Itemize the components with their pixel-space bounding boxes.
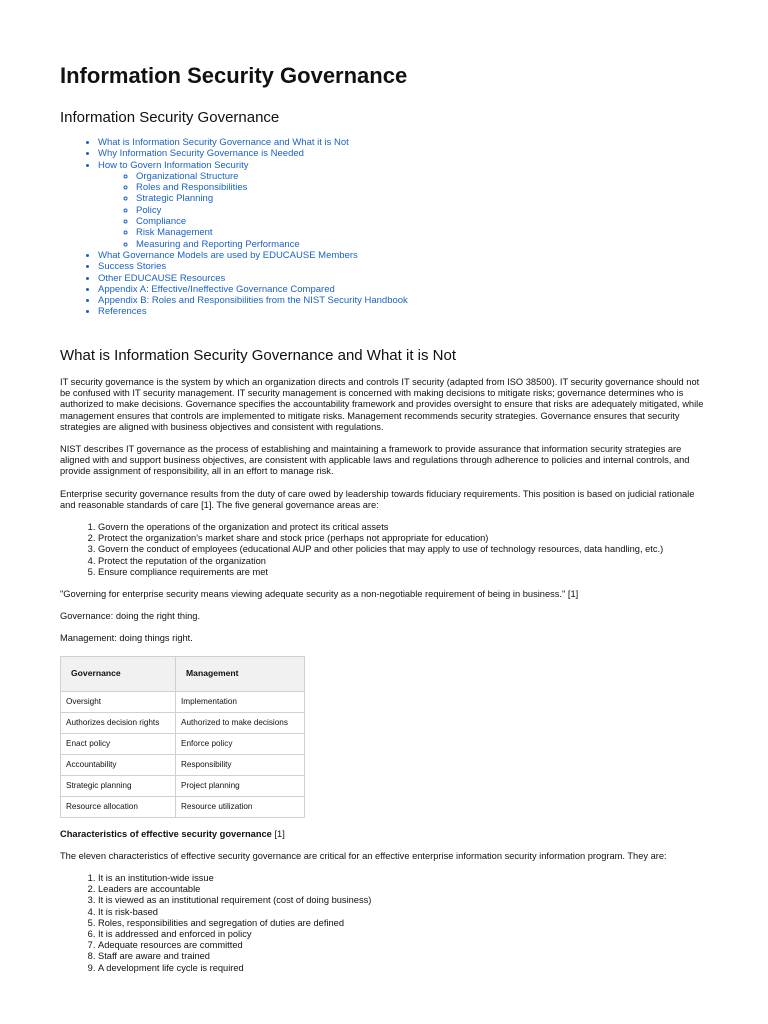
characteristics-ref: [1]	[271, 828, 285, 839]
list-item: 1. It is an institution-wide issue	[98, 873, 710, 884]
paragraph: NIST describes IT governance as the process of establishing and maintaining a framework to provide assurance that information security strategies are aligned with and support business objectives, are consistent with applicable laws and regulations through adherence to policies and internal controls, and provide assignment of responsibility, all in an effort to manage risk.	[60, 444, 690, 477]
table-row	[61, 775, 305, 796]
characteristics-heading	[60, 829, 710, 840]
list-item: 4. It is risk-based	[98, 907, 710, 918]
toc-subitem[interactable]	[136, 193, 408, 204]
toc-item[interactable]	[98, 273, 408, 284]
toc-link[interactable]: References	[98, 306, 147, 318]
toc-link[interactable]: Roles and Responsibilities	[136, 182, 248, 194]
toc-link[interactable]: Compliance	[136, 216, 187, 228]
table-row	[61, 796, 305, 817]
toc-sublist	[98, 171, 408, 250]
toc-item[interactable]	[98, 306, 408, 317]
toc-subitem[interactable]	[136, 239, 408, 250]
toc-link[interactable]: Why Information Security Governance is Needed	[98, 148, 304, 160]
table-cell: Resource utilization	[176, 796, 305, 817]
table-header: Governance	[61, 656, 176, 691]
table-cell: Implementation	[176, 691, 305, 712]
page-subtitle: Information Security Governance	[60, 109, 280, 126]
table-cell: Oversight	[61, 691, 176, 712]
table-of-contents	[84, 137, 408, 318]
toc-subitem[interactable]	[136, 182, 408, 193]
toc-link[interactable]: Appendix B: Roles and Responsibilities from the NIST Security Handbook	[98, 295, 408, 307]
toc-subitem[interactable]	[136, 205, 408, 216]
characteristics-title: Characteristics of effective security governance	[60, 828, 272, 839]
paragraph: Enterprise security governance results from the duty of care owed by leadership towards fiduciary requirements. This position is based on judicial rationale and reasonable standards of care [1]. The five general governance areas are:	[60, 488, 695, 510]
toc-link[interactable]: What Governance Models are used by EDUCAUSE Members	[98, 249, 358, 261]
table-cell: Responsibility	[176, 754, 305, 775]
list-item: 5. Ensure compliance requirements are met	[98, 567, 710, 578]
table-cell: Strategic planning	[61, 775, 176, 796]
list-item: 2. Protect the organization's market share and stock price (perhaps not appropriate for education)	[98, 533, 710, 544]
table-cell: Enact policy	[61, 733, 176, 754]
governance-line: Governance: doing the right thing.	[60, 611, 201, 622]
table-cell: Resource allocation	[61, 796, 176, 817]
toc-item[interactable]	[98, 148, 408, 159]
toc-link[interactable]: What is Information Security Governance and What it is Not	[98, 137, 349, 148]
characteristics-list	[60, 873, 710, 974]
table-row	[61, 712, 305, 733]
table-row	[61, 754, 305, 775]
toc-subitem[interactable]	[136, 171, 408, 182]
toc-subitem[interactable]	[136, 227, 408, 238]
management-line: Management: doing things right.	[60, 633, 193, 644]
toc-item[interactable]	[98, 284, 408, 295]
table-cell: Authorized to make decisions	[176, 712, 305, 733]
paragraph: IT security governance is the system by which an organization directs and controls IT security (adapted from ISO 38500). IT security governance should not be confused with IT security management. IT security management is concerned with making decisions to mitigate risks; governance determines who is authorized to make decisions. Governance specifies the accountability framework and provides oversight to ensure that risks are adequately mitigated, while management ensures that controls are implemented to mitigate risks. Management recommends security strategies. Governance ensures that security strategies are aligned with business objectives and consistent with regulations.	[60, 377, 704, 432]
table-cell: Accountability	[61, 754, 176, 775]
toc-item[interactable]	[98, 261, 408, 272]
list-item: 5. Roles, responsibilities and segregation of duties are defined	[98, 918, 710, 929]
toc-link[interactable]: Other EDUCAUSE Resources	[98, 272, 226, 284]
list-item: 6. It is addressed and enforced in policy	[98, 929, 710, 940]
list-item: 2. Leaders are accountable	[98, 884, 710, 895]
table-row	[61, 733, 305, 754]
toc-link[interactable]: Appendix A: Effective/Ineffective Governance Compared	[98, 283, 335, 295]
section-heading: What is Information Security Governance and What it is Not	[60, 347, 456, 364]
toc-item[interactable]	[98, 250, 408, 261]
toc-item[interactable]	[98, 295, 408, 306]
table-header-row	[61, 656, 305, 691]
toc-link[interactable]: Policy	[136, 204, 162, 216]
table-row	[61, 691, 305, 712]
toc-link[interactable]: Organizational Structure	[136, 170, 239, 182]
list-item: 8. Staff are aware and trained	[98, 951, 710, 962]
table-cell: Project planning	[176, 775, 305, 796]
governance-areas-list	[60, 522, 710, 578]
list-item: 1. Govern the operations of the organization and protect its critical assets	[98, 522, 710, 533]
list-item: 3. Govern the conduct of employees (educational AUP and other policies that may apply to use of technology resources, data handling, etc.)	[98, 544, 710, 555]
list-item: 3. It is viewed as an institutional requirement (cost of doing business)	[98, 895, 710, 906]
list-item: 9. A development life cycle is required	[98, 963, 710, 974]
toc-link[interactable]: Success Stories	[98, 261, 167, 273]
table-cell: Enforce policy	[176, 733, 305, 754]
list-item: 4. Protect the reputation of the organization	[98, 556, 710, 567]
quote: "Governing for enterprise security means viewing adequate security as a non-negotiable requirement of being in business." [1]	[60, 589, 579, 600]
page-title: Information Security Governance	[60, 63, 408, 88]
list-item: 7. Adequate resources are committed	[98, 940, 710, 951]
toc-link[interactable]: Strategic Planning	[136, 193, 214, 205]
toc-link[interactable]: How to Govern Information Security	[98, 159, 249, 171]
table-cell: Authorizes decision rights	[61, 712, 176, 733]
section-content	[60, 377, 710, 985]
toc-subitem[interactable]	[136, 216, 408, 227]
toc-link[interactable]: Risk Management	[136, 227, 213, 239]
paragraph: The eleven characteristics of effective security governance are critical for an effective enterprise information security information program. They are:	[60, 850, 667, 861]
table-header: Management	[176, 656, 305, 691]
toc-item[interactable]	[98, 137, 408, 148]
toc-item[interactable]	[98, 160, 408, 250]
toc-link[interactable]: Measuring and Reporting Performance	[136, 238, 300, 250]
governance-management-table	[60, 656, 305, 818]
